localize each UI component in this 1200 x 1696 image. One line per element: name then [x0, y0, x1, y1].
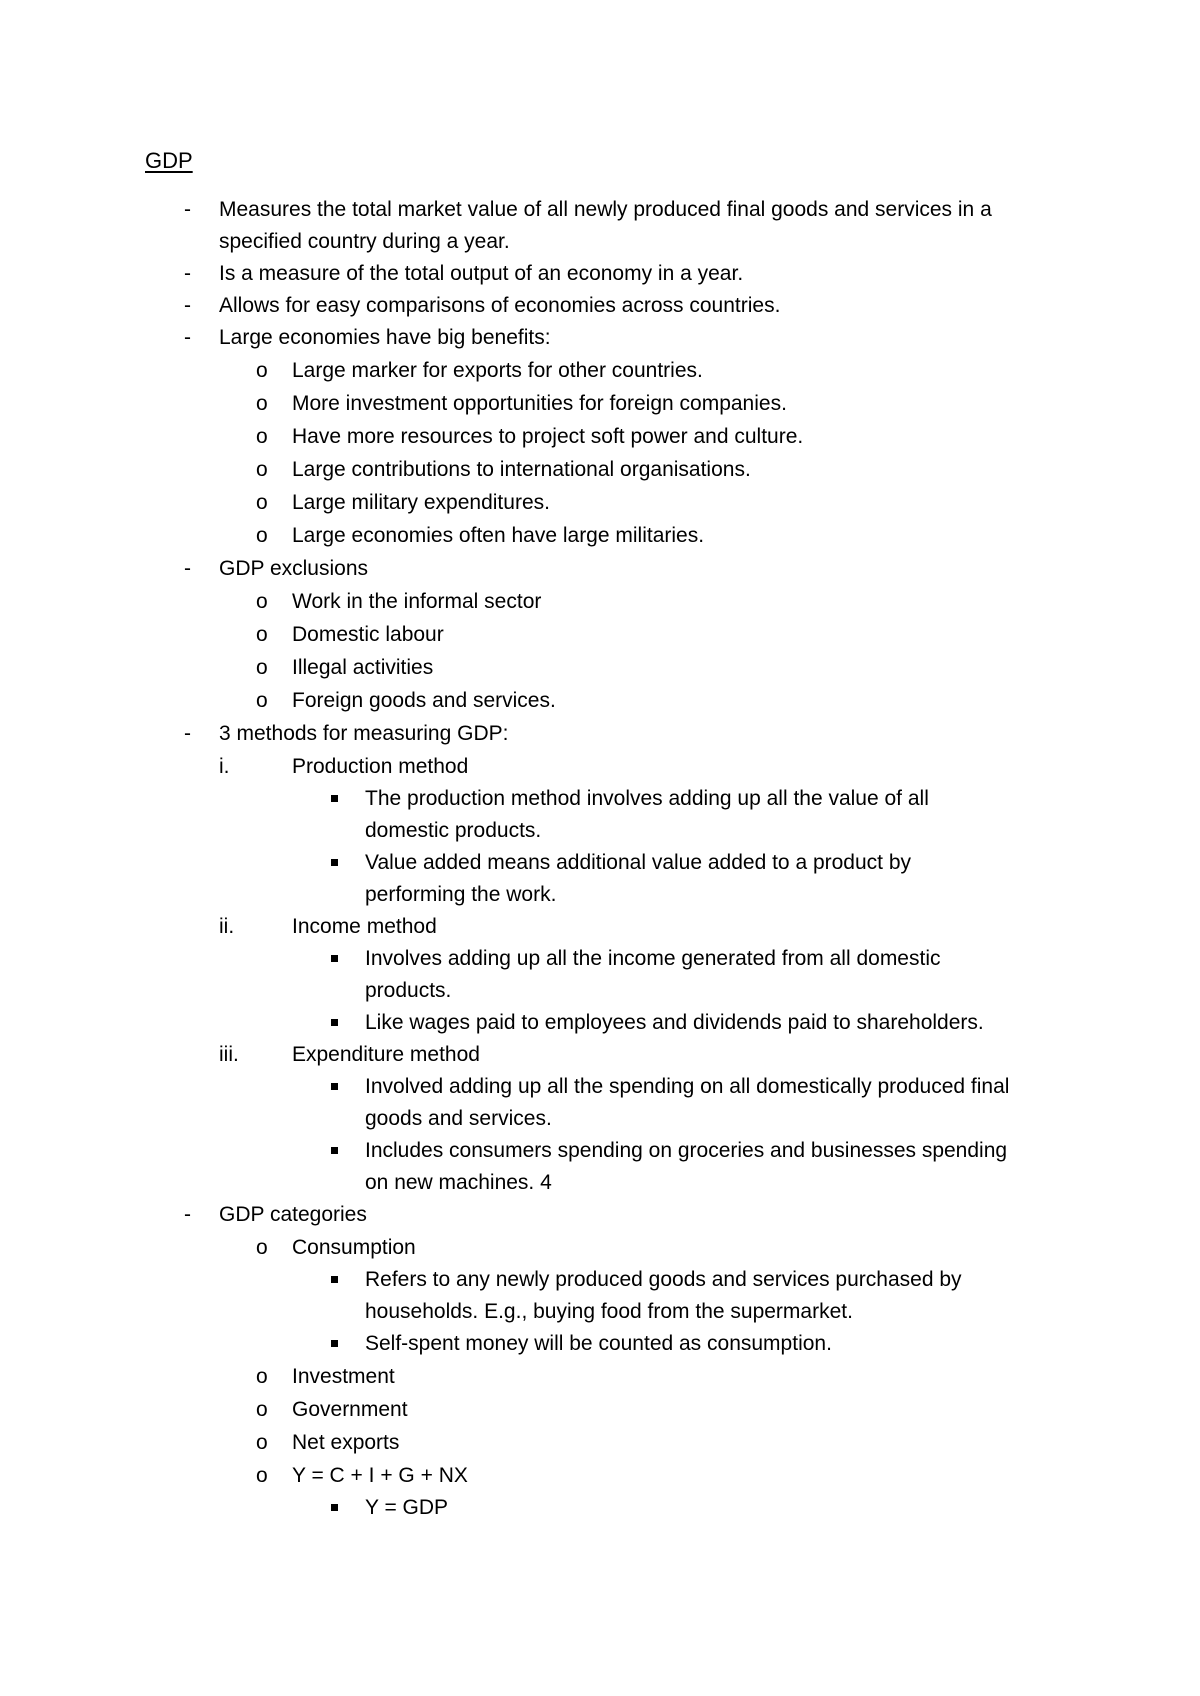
- list-item-text: Net exports: [292, 1431, 400, 1454]
- list-item-text: Value added means additional value added to a product by: [365, 851, 912, 874]
- list-item-text: specified country during a year.: [219, 230, 510, 253]
- list-item-text: Expenditure method: [292, 1043, 480, 1066]
- square-bullet-icon: [331, 1504, 338, 1511]
- circle-bullet: o: [256, 623, 268, 646]
- square-bullet-icon: [331, 859, 338, 866]
- circle-bullet: o: [256, 1236, 268, 1259]
- list-item-text: households. E.g., buying food from the supermarket.: [365, 1300, 853, 1323]
- list-item-text: Government: [292, 1398, 408, 1421]
- circle-bullet: o: [256, 392, 268, 415]
- document-heading: GDP: [145, 148, 193, 173]
- dash-bullet: -: [184, 557, 191, 580]
- dash-bullet: -: [184, 1203, 191, 1226]
- circle-bullet: o: [256, 1398, 268, 1421]
- list-item-text: Investment: [292, 1365, 395, 1388]
- square-bullet-icon: [331, 795, 338, 802]
- list-item-text: products.: [365, 979, 452, 1002]
- circle-bullet: o: [256, 458, 268, 481]
- square-bullet-icon: [331, 1083, 338, 1090]
- square-bullet-icon: [331, 1019, 338, 1026]
- circle-bullet: o: [256, 425, 268, 448]
- circle-bullet: o: [256, 590, 268, 613]
- list-item-text: Have more resources to project soft power and culture.: [292, 425, 804, 448]
- list-item-text: Large marker for exports for other countries.: [292, 359, 703, 382]
- list-item-text: Is a measure of the total output of an economy in a year.: [219, 262, 744, 285]
- dash-bullet: -: [184, 262, 191, 285]
- roman-numeral: i.: [219, 755, 230, 778]
- circle-bullet: o: [256, 1365, 268, 1388]
- dash-bullet: -: [184, 294, 191, 317]
- square-bullet-icon: [331, 955, 338, 962]
- list-item-text: Income method: [292, 915, 437, 938]
- list-item-text: More investment opportunities for foreign companies.: [292, 392, 787, 415]
- list-item-text: Consumption: [292, 1236, 416, 1259]
- list-item-text: performing the work.: [365, 883, 557, 906]
- circle-bullet: o: [256, 524, 268, 547]
- list-item-text: Domestic labour: [292, 623, 444, 646]
- list-item-text: domestic products.: [365, 819, 542, 842]
- list-item-text: Refers to any newly produced goods and services purchased by: [365, 1268, 962, 1291]
- circle-bullet: o: [256, 689, 268, 712]
- list-item-text: GDP categories: [219, 1203, 367, 1226]
- list-item-text: Large contributions to international organisations.: [292, 458, 751, 481]
- list-item-text: The production method involves adding up all the value of all: [365, 787, 929, 810]
- list-item-text: Large economies have big benefits:: [219, 326, 551, 349]
- list-item-text: Production method: [292, 755, 469, 778]
- dash-bullet: -: [184, 722, 191, 745]
- dash-bullet: -: [184, 198, 191, 221]
- circle-bullet: o: [256, 359, 268, 382]
- list-item-text: Work in the informal sector: [292, 590, 542, 613]
- list-item-text: Measures the total market value of all newly produced final goods and services in a: [219, 198, 992, 221]
- circle-bullet: o: [256, 1464, 268, 1487]
- list-item-text: Like wages paid to employees and dividends paid to shareholders.: [365, 1011, 984, 1034]
- formula-text: Y = C + I + G + NX: [292, 1464, 468, 1487]
- roman-numeral: ii.: [219, 915, 235, 938]
- list-item-text: 3 methods for measuring GDP:: [219, 722, 509, 745]
- list-item-text: on new machines. 4: [365, 1171, 552, 1194]
- list-item-text: goods and services.: [365, 1107, 552, 1130]
- list-item-text: Includes consumers spending on groceries and businesses spending: [365, 1139, 1008, 1162]
- list-item-text: Large economies often have large militaries.: [292, 524, 705, 547]
- dash-bullet: -: [184, 326, 191, 349]
- square-bullet-icon: [331, 1340, 338, 1347]
- circle-bullet: o: [256, 1431, 268, 1454]
- formula-text: Y = GDP: [365, 1496, 449, 1519]
- list-item-text: GDP exclusions: [219, 557, 369, 580]
- list-item-text: Foreign goods and services.: [292, 689, 556, 712]
- list-item-text: Involved adding up all the spending on all domestically produced final: [365, 1075, 1010, 1098]
- list-item-text: Allows for easy comparisons of economies across countries.: [219, 294, 781, 317]
- list-item-text: Illegal activities: [292, 656, 434, 679]
- square-bullet-icon: [331, 1147, 338, 1154]
- list-item-text: Self-spent money will be counted as consumption.: [365, 1332, 832, 1355]
- list-item-text: Involves adding up all the income generated from all domestic: [365, 947, 941, 970]
- roman-numeral: iii.: [219, 1043, 239, 1066]
- circle-bullet: o: [256, 491, 268, 514]
- circle-bullet: o: [256, 656, 268, 679]
- square-bullet-icon: [331, 1276, 338, 1283]
- list-item-text: Large military expenditures.: [292, 491, 550, 514]
